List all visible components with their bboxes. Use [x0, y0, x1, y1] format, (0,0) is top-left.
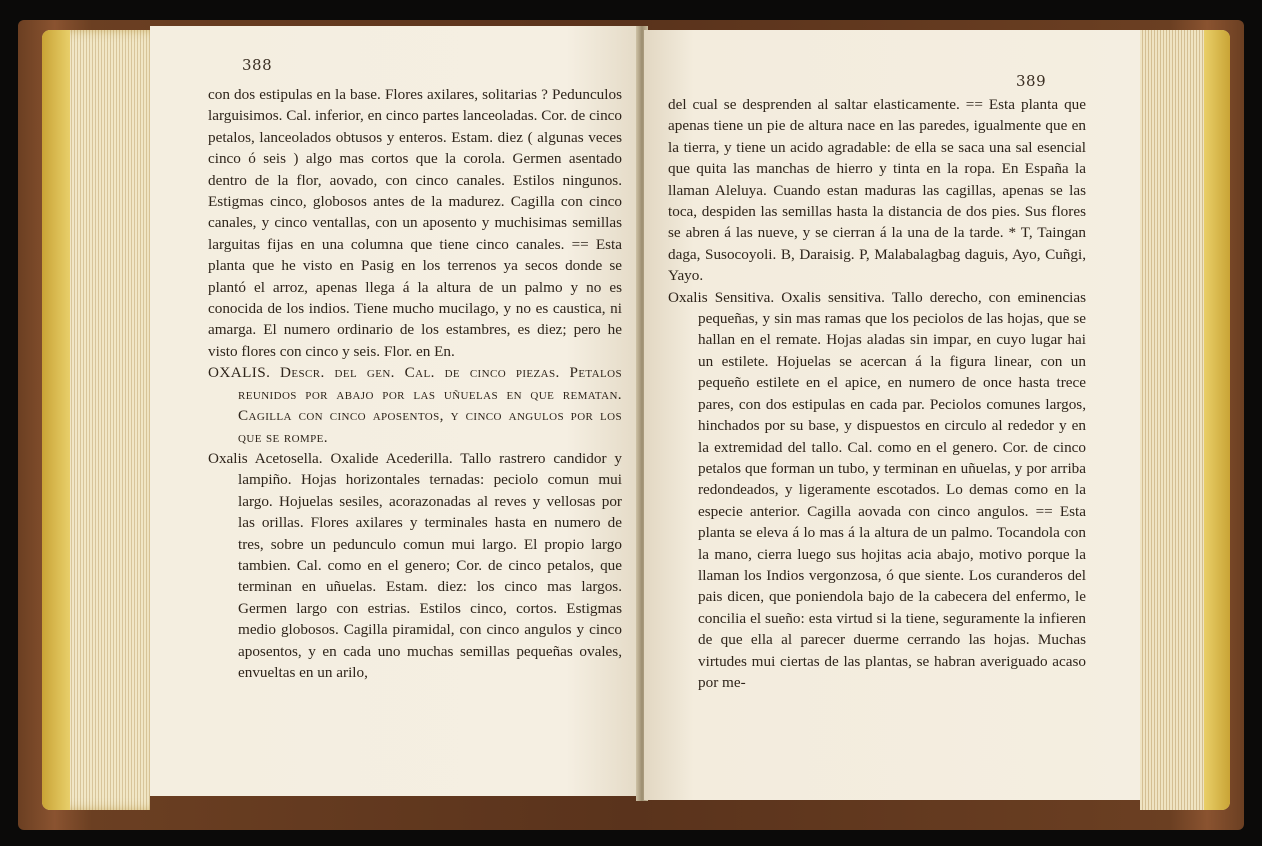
right-page — [644, 30, 1140, 800]
right-page-edges — [1140, 30, 1230, 810]
right-paragraph-1: del cual se desprenden al saltar elasticamente. == Esta planta que apenas tiene un pie de altura nace en las paredes, igualmente que en la tierra, y tiene un acido agradable: de ella se saca una sal esencial que quita las manchas de hierro y tinta en la ropa. En España la llaman Aleluya. Cuando estan maduras las cagillas, apenas se las toca, despiden las semillas hasta la distancia de dos pies. Sus flores se abren á las nueve, y se cierran á la una de la tarde. * T, Taingan daga, Susocoyoli. B, Daraisig. P, Malabalagbag daguis, Ayo, Cuñgi, Yayo. — [668, 96, 1086, 285]
left-page — [150, 26, 640, 796]
left-page-edges — [42, 30, 150, 810]
left-page-number: 388 — [242, 56, 273, 74]
right-page-number: 389 — [1016, 72, 1047, 90]
left-paragraph-species: Oxalis Acetosella. Oxalide Acederilla. Tallo rastrero candidor y lampiño. Hojas horizontales ternadas: peciolo comun mui largo. Hojuelas sesiles, acorazonadas al reves y vellosas por las orillas. Flores axilares y terminales hasta en numero de tres, sobre un pedunculo comun mui largo. El propio largo tambien. Cal. como en el genero; Cor. de cinco petalos, que terminan en uñuelas. Estam. diez: los cinco mas largos. Germen largo con estrias. Estilos cinco, cortos. Estigmas medio globosos. Cagilla piramidal, con cinco angulos y cinco aposentos, y en cada uno muchas semillas pequeñas ovales, envueltas en un arilo, — [208, 449, 622, 681]
left-paragraph-genus: OXALIS. Descr. del gen. Cal. de cinco piezas. Petalos reunidos por abajo por las uñuelas en que rematan. Cagilla con cinco aposentos, y cinco angulos por los que se rompe. — [208, 364, 622, 446]
right-paragraph-species: Oxalis Sensitiva. Oxalis sensitiva. Tallo derecho, con eminencias pequeñas, y sin mas ramas que los peciolos de las hojas, que se hallan en el remate. Hojas aladas sin impar, en cuyo lugar hai un estilete. Hojuelas se acercan á la figura linear, con un pequeño estilete en el apice, en numero de once hasta trece pares, con dos estipulas en cada par. Peciolos comunes largos, hinchados por su base, y dispuestos en circulo al rededor y en la extremidad del tallo. Cal. como en el genero. Cor. de cinco petalos que forman un tubo, y terminan en uñuelas, y por arriba redondeados, y ligeramente escotados. Lo demas como en la especie anterior. Cagilla aovada con cinco angulos. == Esta planta se eleva á lo mas á la altura de un palmo. Tocandola con la mano, cierra luego sus hojitas acia abajo, motivo porque la llaman los Indios vergonzosa, ó que siente. Los curanderos del pais dicen, que poniendola bajo de la cabecera del enfermo, le concilia el sueño: esta virtud si la tiene, seguramente la infieren de que ella al parecer duerme cerrando las hojas. Muchas virtudes mui ciertas de las plantas, se habran averiguado acaso por me- — [668, 288, 1086, 691]
left-paragraph-1: con dos estipulas en la base. Flores axilares, solitarias ? Pedunculos larguisimos. Cal. inferior, en cinco partes lanceoladas. Cor. de cinco petalos, lanceolados obtusos y enteros. Estam. diez ( algunas veces cinco ó seis ) algo mas cortos que la corola. Germen asentado dentro de la flor, aovado, con cinco canales. Estilos ningunos. Estigmas cinco, globosos antes de la madurez. Cagilla con cinco canales, y cinco ventallas, con un aposento y muchisimas semillas larguitas fijas en una columna que tiene cinco canales. == Esta planta que he visto en Pasig en los terrenos ya secos donde se plantó el arroz, apenas llega á la altura de un palmo y no es conocida de los indios. Tiene mucho mucilago, y no es caustica, ni amarga. El numero ordinario de los estambres, es diez; pero he visto flores con cinco y seis. Flor. en En. — [208, 86, 622, 360]
right-page-text — [668, 94, 1086, 693]
left-page-text — [208, 84, 622, 683]
